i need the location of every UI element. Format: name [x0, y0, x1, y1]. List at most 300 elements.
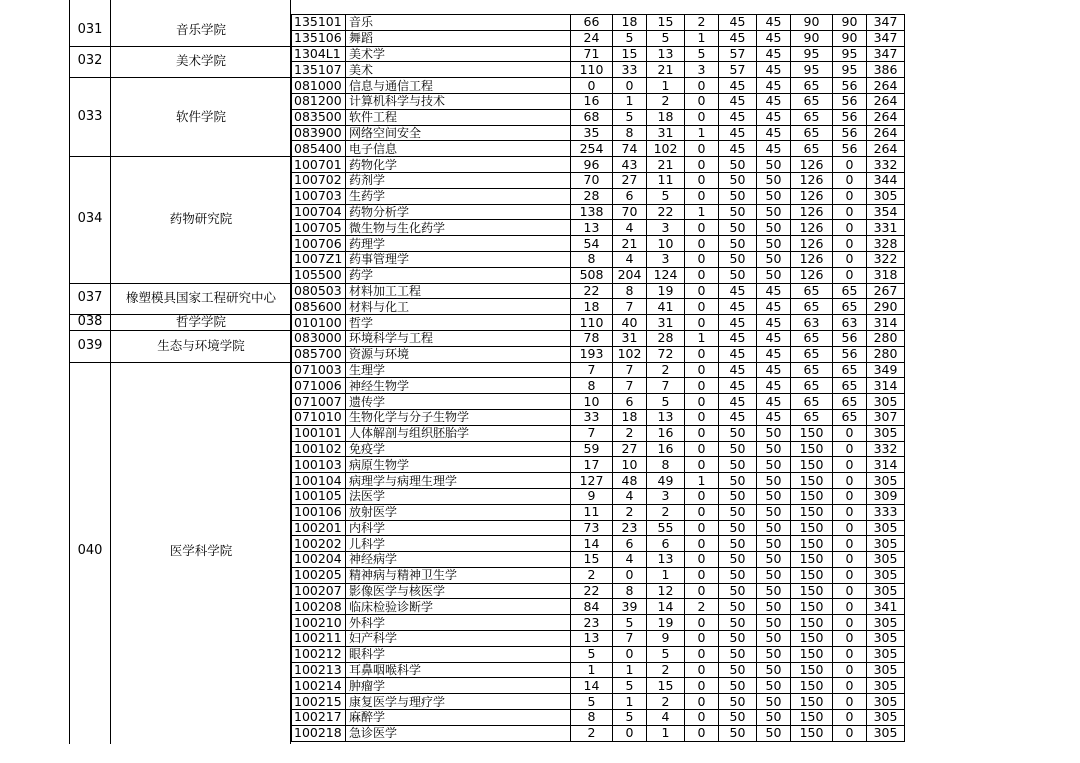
major-code: 081200 — [292, 93, 346, 109]
score-cell: 0 — [685, 488, 719, 504]
major-name: 软件工程 — [346, 109, 571, 125]
score-cell: 9 — [571, 488, 613, 504]
score-cell: 150 — [791, 488, 833, 504]
score-cell: 0 — [685, 93, 719, 109]
score-cell: 19 — [647, 615, 685, 631]
score-cell: 65 — [791, 78, 833, 94]
department-number: 040 — [77, 543, 103, 559]
score-cell: 45 — [757, 283, 791, 299]
major-name: 法医学 — [346, 488, 571, 504]
score-cell: 0 — [685, 457, 719, 473]
score-cell: 110 — [571, 62, 613, 78]
score-cell: 22 — [647, 204, 685, 220]
score-cell: 50 — [719, 583, 757, 599]
score-cell: 56 — [833, 109, 867, 125]
score-cell: 305 — [867, 188, 905, 204]
score-cell: 6 — [613, 536, 647, 552]
score-cell: 0 — [685, 631, 719, 647]
score-cell: 33 — [613, 62, 647, 78]
score-cell: 45 — [757, 346, 791, 362]
score-cell: 0 — [685, 141, 719, 157]
score-cell: 50 — [757, 725, 791, 741]
score-cell: 0 — [685, 220, 719, 236]
department-number: 039 — [77, 337, 103, 353]
score-cell: 71 — [571, 46, 613, 62]
major-name: 计算机科学与技术 — [346, 93, 571, 109]
score-cell: 13 — [647, 409, 685, 425]
score-cell: 150 — [791, 631, 833, 647]
score-cell: 0 — [685, 315, 719, 331]
table-row — [292, 615, 905, 631]
table-row — [292, 599, 905, 615]
score-cell: 150 — [791, 425, 833, 441]
score-cell: 349 — [867, 362, 905, 378]
major-code: 010100 — [292, 315, 346, 331]
table-row — [292, 457, 905, 473]
major-code: 071007 — [292, 394, 346, 410]
score-cell: 305 — [867, 394, 905, 410]
department-name: 哲学学院 — [175, 314, 226, 330]
table-row — [292, 662, 905, 678]
table-row — [292, 62, 905, 78]
score-cell: 65 — [791, 283, 833, 299]
table-row — [292, 473, 905, 489]
table-row — [292, 299, 905, 315]
major-name: 药理学 — [346, 236, 571, 252]
major-code: 100701 — [292, 157, 346, 173]
score-cell: 150 — [791, 694, 833, 710]
score-cell: 50 — [719, 441, 757, 457]
table-row — [292, 267, 905, 283]
department-number: 032 — [77, 53, 103, 69]
score-cell: 5 — [647, 394, 685, 410]
score-cell: 0 — [685, 441, 719, 457]
score-cell: 150 — [791, 473, 833, 489]
score-cell: 14 — [571, 536, 613, 552]
score-cell: 14 — [571, 678, 613, 694]
department-number: 037 — [77, 290, 103, 306]
score-cell: 15 — [613, 46, 647, 62]
score-cell: 74 — [613, 141, 647, 157]
score-cell: 65 — [791, 394, 833, 410]
score-cell: 8 — [647, 457, 685, 473]
major-code: 100703 — [292, 188, 346, 204]
table-row — [292, 330, 905, 346]
score-cell: 45 — [757, 409, 791, 425]
score-cell: 45 — [757, 93, 791, 109]
score-cell: 45 — [719, 78, 757, 94]
table-row — [292, 583, 905, 599]
score-cell: 126 — [791, 188, 833, 204]
major-code: 100101 — [292, 425, 346, 441]
score-cell: 55 — [647, 520, 685, 536]
table-row — [292, 93, 905, 109]
score-cell: 332 — [867, 157, 905, 173]
score-cell: 45 — [719, 109, 757, 125]
score-cell: 50 — [757, 583, 791, 599]
major-name: 材料加工工程 — [346, 283, 571, 299]
major-code: 071003 — [292, 362, 346, 378]
score-cell: 41 — [647, 299, 685, 315]
score-cell: 1 — [647, 725, 685, 741]
score-cell: 7 — [571, 425, 613, 441]
score-cell: 0 — [685, 678, 719, 694]
major-code: 083500 — [292, 109, 346, 125]
score-cell: 150 — [791, 552, 833, 568]
score-cell: 45 — [719, 362, 757, 378]
table-row — [292, 362, 905, 378]
major-code: 100706 — [292, 236, 346, 252]
score-cell: 45 — [757, 46, 791, 62]
score-cell: 0 — [613, 646, 647, 662]
score-cell: 17 — [571, 457, 613, 473]
major-code: 100201 — [292, 520, 346, 536]
table-row — [292, 15, 905, 31]
major-code: 083900 — [292, 125, 346, 141]
score-cell: 344 — [867, 172, 905, 188]
score-cell: 59 — [571, 441, 613, 457]
table-row — [292, 536, 905, 552]
score-cell: 254 — [571, 141, 613, 157]
major-name: 儿科学 — [346, 536, 571, 552]
department-number: 038 — [77, 314, 103, 330]
score-cell: 305 — [867, 615, 905, 631]
table-row — [292, 504, 905, 520]
major-name: 材料与化工 — [346, 299, 571, 315]
score-cell: 50 — [757, 567, 791, 583]
score-cell: 31 — [613, 330, 647, 346]
major-code: 105500 — [292, 267, 346, 283]
major-name: 舞蹈 — [346, 30, 571, 46]
score-cell: 3 — [647, 220, 685, 236]
score-cell: 84 — [571, 599, 613, 615]
score-cell: 314 — [867, 457, 905, 473]
major-name: 音乐 — [346, 15, 571, 31]
department-name: 橡塑模具国家工程研究中心 — [125, 290, 276, 306]
score-cell: 40 — [613, 315, 647, 331]
score-cell: 27 — [613, 172, 647, 188]
major-code: 071006 — [292, 378, 346, 394]
group-separator — [69, 330, 291, 331]
score-cell: 45 — [757, 141, 791, 157]
major-code: 100705 — [292, 220, 346, 236]
score-cell: 1 — [647, 567, 685, 583]
score-cell: 5 — [571, 694, 613, 710]
major-code: 071010 — [292, 409, 346, 425]
table-row — [292, 552, 905, 568]
score-cell: 45 — [757, 125, 791, 141]
major-name: 耳鼻咽喉科学 — [346, 662, 571, 678]
major-name: 外科学 — [346, 615, 571, 631]
score-cell: 45 — [719, 378, 757, 394]
table-row — [292, 78, 905, 94]
score-cell: 264 — [867, 109, 905, 125]
major-code: 080503 — [292, 283, 346, 299]
score-cell: 0 — [685, 78, 719, 94]
score-cell: 50 — [757, 473, 791, 489]
table-row — [292, 283, 905, 299]
score-cell: 65 — [791, 141, 833, 157]
score-cell: 0 — [571, 78, 613, 94]
score-cell: 50 — [719, 220, 757, 236]
score-cell: 150 — [791, 520, 833, 536]
score-cell: 126 — [791, 267, 833, 283]
department-name: 药物研究院 — [169, 211, 233, 227]
score-cell: 50 — [757, 441, 791, 457]
department-name: 美术学院 — [175, 53, 226, 69]
score-cell: 45 — [757, 330, 791, 346]
score-cell: 309 — [867, 488, 905, 504]
score-cell: 65 — [833, 299, 867, 315]
score-cell: 45 — [757, 394, 791, 410]
group-separator — [69, 362, 291, 363]
score-cell: 6 — [613, 394, 647, 410]
table-row — [292, 204, 905, 220]
score-cell: 50 — [757, 157, 791, 173]
score-cell: 63 — [791, 315, 833, 331]
score-cell: 0 — [685, 662, 719, 678]
score-cell: 50 — [719, 615, 757, 631]
major-name: 信息与通信工程 — [346, 78, 571, 94]
score-cell: 2 — [685, 15, 719, 31]
score-cell: 50 — [757, 220, 791, 236]
score-cell: 0 — [833, 583, 867, 599]
major-name: 药事管理学 — [346, 251, 571, 267]
score-cell: 2 — [571, 725, 613, 741]
score-cell: 9 — [647, 631, 685, 647]
score-cell: 264 — [867, 141, 905, 157]
score-cell: 0 — [685, 267, 719, 283]
score-cell: 318 — [867, 267, 905, 283]
major-name: 眼科学 — [346, 646, 571, 662]
score-cell: 0 — [833, 204, 867, 220]
score-cell: 50 — [757, 204, 791, 220]
score-cell: 7 — [647, 378, 685, 394]
score-cell: 45 — [757, 362, 791, 378]
score-cell: 7 — [613, 631, 647, 647]
major-code: 1007Z1 — [292, 251, 346, 267]
score-cell: 0 — [833, 631, 867, 647]
score-cell: 267 — [867, 283, 905, 299]
score-cell: 150 — [791, 646, 833, 662]
score-cell: 126 — [791, 172, 833, 188]
score-cell: 1 — [571, 662, 613, 678]
score-cell: 0 — [685, 299, 719, 315]
score-cell: 45 — [757, 315, 791, 331]
score-cell: 305 — [867, 536, 905, 552]
score-cell: 45 — [757, 299, 791, 315]
major-name: 哲学 — [346, 315, 571, 331]
score-cell: 50 — [719, 599, 757, 615]
score-cell: 0 — [685, 346, 719, 362]
major-code: 085700 — [292, 346, 346, 362]
score-cell: 72 — [647, 346, 685, 362]
score-cell: 150 — [791, 662, 833, 678]
score-cell: 7 — [613, 378, 647, 394]
score-cell: 127 — [571, 473, 613, 489]
admission-score-table — [291, 14, 905, 742]
score-cell: 0 — [833, 599, 867, 615]
major-name: 生药学 — [346, 188, 571, 204]
score-cell: 1 — [613, 93, 647, 109]
score-cell: 0 — [833, 520, 867, 536]
score-cell: 0 — [833, 251, 867, 267]
score-cell: 18 — [647, 109, 685, 125]
score-cell: 50 — [757, 615, 791, 631]
score-cell: 16 — [647, 425, 685, 441]
table-row — [292, 631, 905, 647]
major-code: 100217 — [292, 710, 346, 726]
score-cell: 11 — [571, 504, 613, 520]
table-row — [292, 678, 905, 694]
major-code: 100704 — [292, 204, 346, 220]
department-name: 音乐学院 — [175, 21, 226, 37]
score-cell: 347 — [867, 30, 905, 46]
table-row — [292, 30, 905, 46]
score-cell: 13 — [647, 552, 685, 568]
score-cell: 27 — [613, 441, 647, 457]
table-row — [292, 725, 905, 741]
score-cell: 110 — [571, 315, 613, 331]
score-cell: 65 — [833, 362, 867, 378]
score-cell: 305 — [867, 425, 905, 441]
score-cell: 150 — [791, 678, 833, 694]
score-cell: 50 — [719, 662, 757, 678]
score-cell: 0 — [685, 520, 719, 536]
score-cell: 305 — [867, 631, 905, 647]
score-cell: 56 — [833, 346, 867, 362]
score-cell: 0 — [613, 725, 647, 741]
major-code: 100102 — [292, 441, 346, 457]
major-code: 100202 — [292, 536, 346, 552]
score-cell: 5 — [613, 109, 647, 125]
score-cell: 19 — [647, 283, 685, 299]
group-separator — [69, 283, 291, 284]
major-name: 放射医学 — [346, 504, 571, 520]
score-cell: 1 — [685, 125, 719, 141]
table-row — [292, 346, 905, 362]
score-cell: 328 — [867, 236, 905, 252]
score-cell: 6 — [647, 536, 685, 552]
table-row — [292, 567, 905, 583]
score-cell: 0 — [685, 283, 719, 299]
score-cell: 66 — [571, 15, 613, 31]
major-code: 100215 — [292, 694, 346, 710]
table-row — [292, 488, 905, 504]
score-cell: 150 — [791, 504, 833, 520]
major-name: 病原生物学 — [346, 457, 571, 473]
score-cell: 63 — [833, 315, 867, 331]
major-code: 085400 — [292, 141, 346, 157]
major-name: 生物化学与分子生物学 — [346, 409, 571, 425]
score-cell: 10 — [647, 236, 685, 252]
score-cell: 65 — [791, 125, 833, 141]
score-cell: 305 — [867, 567, 905, 583]
score-cell: 95 — [833, 46, 867, 62]
score-cell: 56 — [833, 93, 867, 109]
score-cell: 50 — [757, 710, 791, 726]
score-cell: 4 — [613, 251, 647, 267]
score-cell: 95 — [791, 46, 833, 62]
major-name: 临床检验诊断学 — [346, 599, 571, 615]
score-cell: 70 — [571, 172, 613, 188]
score-cell: 50 — [719, 646, 757, 662]
table-row — [292, 441, 905, 457]
score-cell: 5 — [571, 646, 613, 662]
score-cell: 54 — [571, 236, 613, 252]
score-cell: 16 — [647, 441, 685, 457]
score-cell: 48 — [613, 473, 647, 489]
score-cell: 95 — [833, 62, 867, 78]
score-cell: 2 — [571, 567, 613, 583]
major-name: 电子信息 — [346, 141, 571, 157]
score-cell: 126 — [791, 236, 833, 252]
score-cell: 8 — [571, 710, 613, 726]
score-cell: 2 — [647, 362, 685, 378]
score-cell: 50 — [719, 631, 757, 647]
score-cell: 50 — [719, 725, 757, 741]
major-code: 100208 — [292, 599, 346, 615]
score-cell: 138 — [571, 204, 613, 220]
score-cell: 0 — [685, 646, 719, 662]
group-separator — [69, 46, 291, 47]
major-code: 135106 — [292, 30, 346, 46]
score-cell: 193 — [571, 346, 613, 362]
score-cell: 50 — [719, 267, 757, 283]
major-name: 妇产科学 — [346, 631, 571, 647]
score-cell: 50 — [757, 631, 791, 647]
score-cell: 305 — [867, 520, 905, 536]
score-cell: 50 — [757, 536, 791, 552]
score-cell: 11 — [647, 172, 685, 188]
score-cell: 150 — [791, 457, 833, 473]
score-cell: 0 — [833, 615, 867, 631]
score-cell: 14 — [647, 599, 685, 615]
major-name: 药物化学 — [346, 157, 571, 173]
major-code: 100212 — [292, 646, 346, 662]
score-cell: 150 — [791, 567, 833, 583]
score-cell: 264 — [867, 125, 905, 141]
score-cell: 49 — [647, 473, 685, 489]
score-cell: 264 — [867, 78, 905, 94]
score-cell: 1 — [685, 204, 719, 220]
major-code: 100103 — [292, 457, 346, 473]
score-cell: 126 — [791, 220, 833, 236]
score-cell: 50 — [719, 204, 757, 220]
score-cell: 50 — [757, 646, 791, 662]
score-cell: 8 — [613, 283, 647, 299]
score-cell: 0 — [685, 425, 719, 441]
score-cell: 50 — [757, 251, 791, 267]
score-cell: 50 — [719, 425, 757, 441]
score-cell: 3 — [685, 62, 719, 78]
score-cell: 50 — [757, 425, 791, 441]
table-row — [292, 236, 905, 252]
score-cell: 50 — [757, 694, 791, 710]
score-cell: 305 — [867, 678, 905, 694]
score-cell: 0 — [685, 362, 719, 378]
score-cell: 18 — [613, 409, 647, 425]
major-code: 100204 — [292, 552, 346, 568]
score-cell: 45 — [757, 62, 791, 78]
major-name: 药物分析学 — [346, 204, 571, 220]
score-cell: 347 — [867, 46, 905, 62]
score-cell: 0 — [685, 536, 719, 552]
score-cell: 5 — [613, 30, 647, 46]
score-cell: 13 — [647, 46, 685, 62]
score-cell: 7 — [613, 362, 647, 378]
score-cell: 12 — [647, 583, 685, 599]
